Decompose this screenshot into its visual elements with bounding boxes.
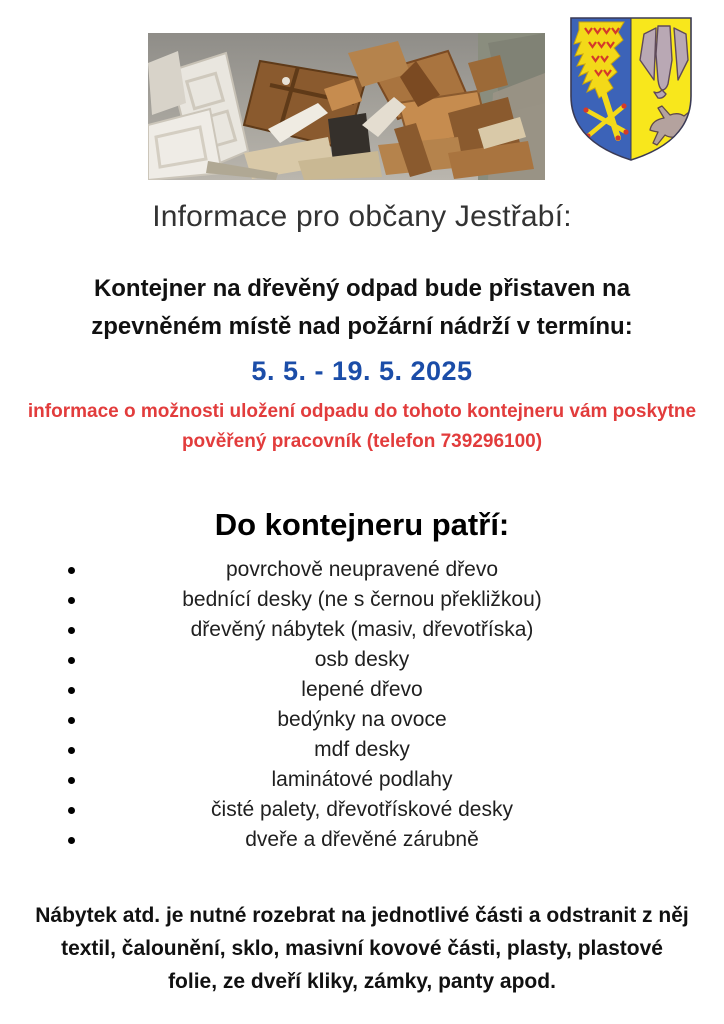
allowed-items-list [0, 555, 724, 855]
list-item-label: dřevěný nábytek (masiv, dřevotříska) [190, 618, 534, 641]
footer-note: Nábytek atd. je nutné rozebrat na jednotlivé části a odstranit z něj textil, čalounění, sklo, masivní kovové části, plasty, plastové folie, ze dveří kliky, zámky, panty apod. [35, 904, 689, 993]
list-item [0, 705, 724, 735]
list-item-label: povrchově neupravené dřevo [225, 558, 498, 581]
announcement-text: Kontejner na dřevěný odpad bude přistaven na zpevněném místě nad požární nádrží v termínu: [91, 275, 633, 340]
list-item-label: mdf desky [314, 738, 410, 761]
list-item-label: bednící desky (ne s černou překližkou) [182, 588, 542, 611]
list-item [0, 585, 724, 615]
bullet-icon [68, 567, 75, 574]
bullet-icon [68, 807, 75, 814]
bullet-icon [68, 627, 75, 634]
contact-info: informace o možnosti uložení odpadu do tohoto kontejneru vám poskytne pověřený pracovník (telefon 739296100) [27, 401, 697, 452]
list-item-label: bedýnky na ovoce [277, 708, 447, 731]
list-item [0, 555, 724, 585]
list-heading: Do kontejneru patří: [214, 507, 510, 542]
list-item-label: osb desky [314, 648, 410, 671]
list-item [0, 645, 724, 675]
header [0, 0, 724, 182]
list-item-label: laminátové podlahy [271, 768, 453, 791]
bullet-icon [68, 777, 75, 784]
jestrabi-coat-of-arms [566, 14, 696, 164]
list-item [0, 675, 724, 705]
bullet-icon [68, 657, 75, 664]
list-item-label: čisté palety, dřevotřískové desky [211, 798, 513, 821]
list-item [0, 795, 724, 825]
bullet-icon [68, 687, 75, 694]
list-item-label: lepené dřevo [301, 678, 423, 701]
announcement-date: 5. 5. - 19. 5. 2025 [251, 356, 473, 386]
bullet-icon [68, 837, 75, 844]
list-item [0, 735, 724, 765]
bullet-icon [68, 747, 75, 754]
list-item [0, 615, 724, 645]
bullet-icon [68, 717, 75, 724]
wood-waste-photo [148, 33, 545, 180]
bullet-icon [68, 597, 75, 604]
list-item-label: dveře a dřevěné zárubně [245, 828, 479, 851]
page-title: Informace pro občany Jestřabí: [152, 200, 572, 233]
list-item [0, 765, 724, 795]
list-item [0, 825, 724, 855]
